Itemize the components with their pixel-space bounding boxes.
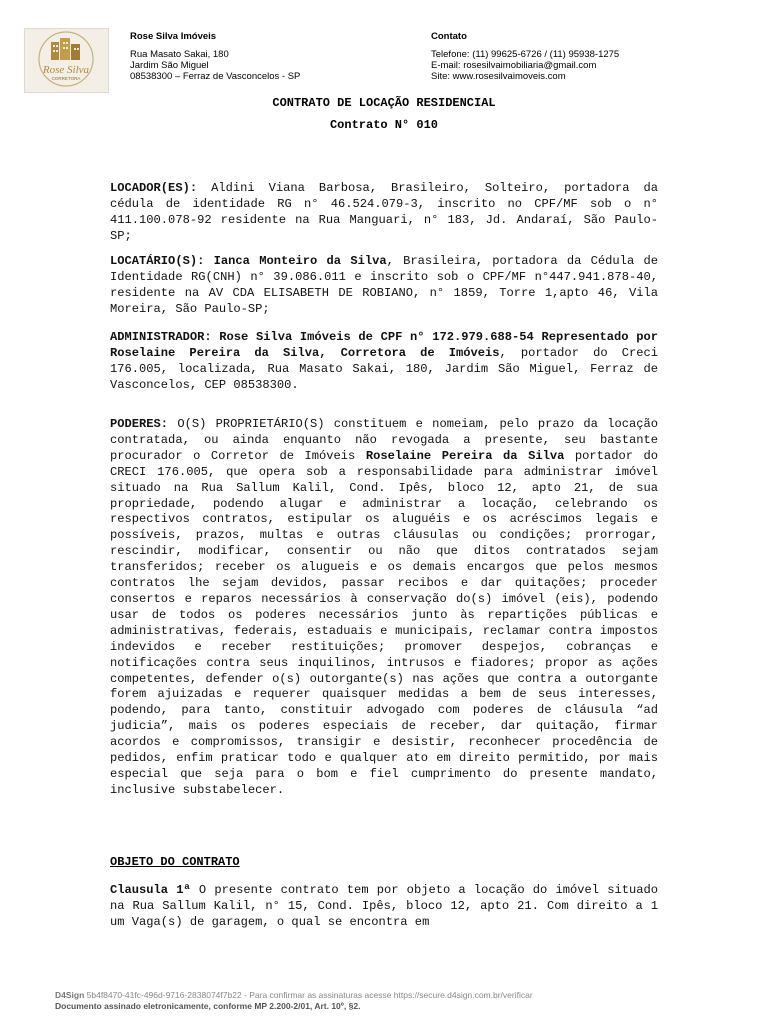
locador-paragraph xyxy=(110,181,658,245)
administrador-text: , portador do Creci 176.005, localizada, Rua Masato Sakai, 180, Jardim São Miguel, Ferraz de Vasconcelos, CEP 08538300. xyxy=(110,345,658,392)
poderes-label: PODERES: xyxy=(110,417,169,431)
company-logo xyxy=(24,28,109,93)
building-logo-icon xyxy=(25,29,108,92)
poderes-text-a: O(S) PROPRIETÁRIO(S) constituem e nomeiam, pelo prazo da locação contratada, ou ainda enquanto não revogada a presente, seu bastante procurador o Corretor de Imóveis xyxy=(110,417,658,463)
poderes-name: Roselaine Pereira da Silva xyxy=(365,448,565,463)
electronic-signature-note: Documento assinado eletronicamente, conforme MP 2.200-2/01, Art. 10º, §2. xyxy=(55,1001,361,1011)
administrador-paragraph xyxy=(110,330,658,394)
objeto-heading: OBJETO DO CONTRATO xyxy=(110,855,240,869)
company-name: Rose Silva Imóveis xyxy=(130,31,217,42)
address-line-3: 08538300 – Ferraz de Vasconcelos - SP xyxy=(130,71,301,82)
clause-1-label: Clausula 1ª xyxy=(110,883,191,897)
logo-sub-text: CORRETORA xyxy=(51,76,81,81)
contact-title: Contato xyxy=(431,31,467,42)
poderes-paragraph xyxy=(110,417,658,799)
locatario-name: Ianca Monteiro da Silva xyxy=(204,254,387,268)
address-line-2: Jardim São Miguel xyxy=(130,60,209,71)
clause-1-text: O presente contrato tem por objeto a locação do imóvel situado na Rua Sallum Kalil, n° 15, Cond. Ipês, bloco 12, apto 21. Com direito a 1 um Vaga(s) de garagem, o qual se encontra em xyxy=(110,883,658,929)
locatario-label: LOCATÁRIO(S): xyxy=(110,254,205,268)
locador-text: Aldini Viana Barbosa, Brasileiro, Solteiro, portadora da cédula de identidade RG n° 46.524.079-3, inscrito no CPF/MF sob o n° 411.100.078-92 residente na Rua Manguari, n° 183, Jd. Andaraí, São Paulo-SP; xyxy=(110,181,658,243)
locatario-paragraph xyxy=(110,254,658,318)
contract-title: CONTRATO DE LOCAÇÃO RESIDENCIAL xyxy=(272,96,496,110)
clause-1-paragraph xyxy=(110,883,658,931)
contract-number: Contrato N° 010 xyxy=(329,118,439,132)
administrador-label: ADMINISTRADOR: xyxy=(110,330,212,344)
locador-label: LOCADOR(ES): xyxy=(110,181,198,195)
contact-block xyxy=(431,31,751,82)
locatario-text: , Brasileira, portadora da Cédula de Identidade RG(CNH) n° 39.086.011 e inscrito sob o CPF/MF n°447.941.878-40, residente na AV CDA ELISABETH DE ROBIANO, n° 1859, Torre 1,apto 46, Vila Moreira, São Paulo-SP; xyxy=(110,254,658,316)
logo-main-text: Rose Silva xyxy=(42,64,90,76)
company-address-block xyxy=(130,31,430,82)
contact-phone: Telefone: (11) 99625-6726 / (11) 95938-1275 xyxy=(431,49,620,60)
d4sign-verify-text: 5b4f8470-41fc-496d-9716-2838074f7b22 - Para confirmar as assinaturas acesse https://secure.d4sign.com.br/verificar xyxy=(84,990,533,1000)
contact-email: E-mail: rosesilvaimobiliaria@gmail.com xyxy=(431,60,597,71)
address-line-1: Rua Masato Sakai, 180 xyxy=(130,49,229,60)
administrador-bold-text: Rose Silva Imóveis de CPF n° 172.979.688-54 Representado por Roselaine Pereira da Silva, Corretora de Imóveis xyxy=(110,330,658,360)
signature-footer xyxy=(55,990,533,1012)
d4sign-brand: D4Sign xyxy=(55,990,85,1000)
poderes-text-b: portador do CRECI 176.005, que opera sob a responsabilidade para administrar imóvel situado na Rua Sallum Kalil, Cond. Ipês, bloco 12, apto 21, de sua propriedade, podendo alugar e administrar a locação, celebrando os respectivos contratos, estipular os aluguéis e os acréscimos legais e possíveis, prazos, multas e outras cláusulas ou condições; prorrogar, rescindir, modificar, consentir ou não que ditos contratados sejam transferidos; receber os alugueis e os demais encargos que pelos mesmos contratos lhe sejam devidos, passar recibos e dar quitações; proceder consertos e reparos necessários à conservação do(s) imóvel (eis), podendo usar de todos os poderes necessários junto às repartições públicas e administrativas, federais, estaduais e municipais, reclamar contra impostos indevidos e receber restituições; promover despejos, cobranças e notificações contra seus inquilinos, intrusos e fiadores; propor as ações competentes, defender o(s) outorgante(s) nas ações que contra a outorgante forem ajuizadas e requerer quaisquer medidas a bem de seus interesses, podendo, para tanto, constituir advogado com poderes de cláusula “ad judicia”, mais os poderes especiais de receber, dar quitação, firmar acordos e compromissos, transigir e desistir, reconhecer procedência de pedidos, enfim praticar todo e qualquer ato em direito permitido, por mais especial que seja para o bom e fiel cumprimento do presente mandato, inclusive substabelecer. xyxy=(110,448,659,797)
contact-site: Site: www.rosesilvaimoveis.com xyxy=(431,71,566,82)
